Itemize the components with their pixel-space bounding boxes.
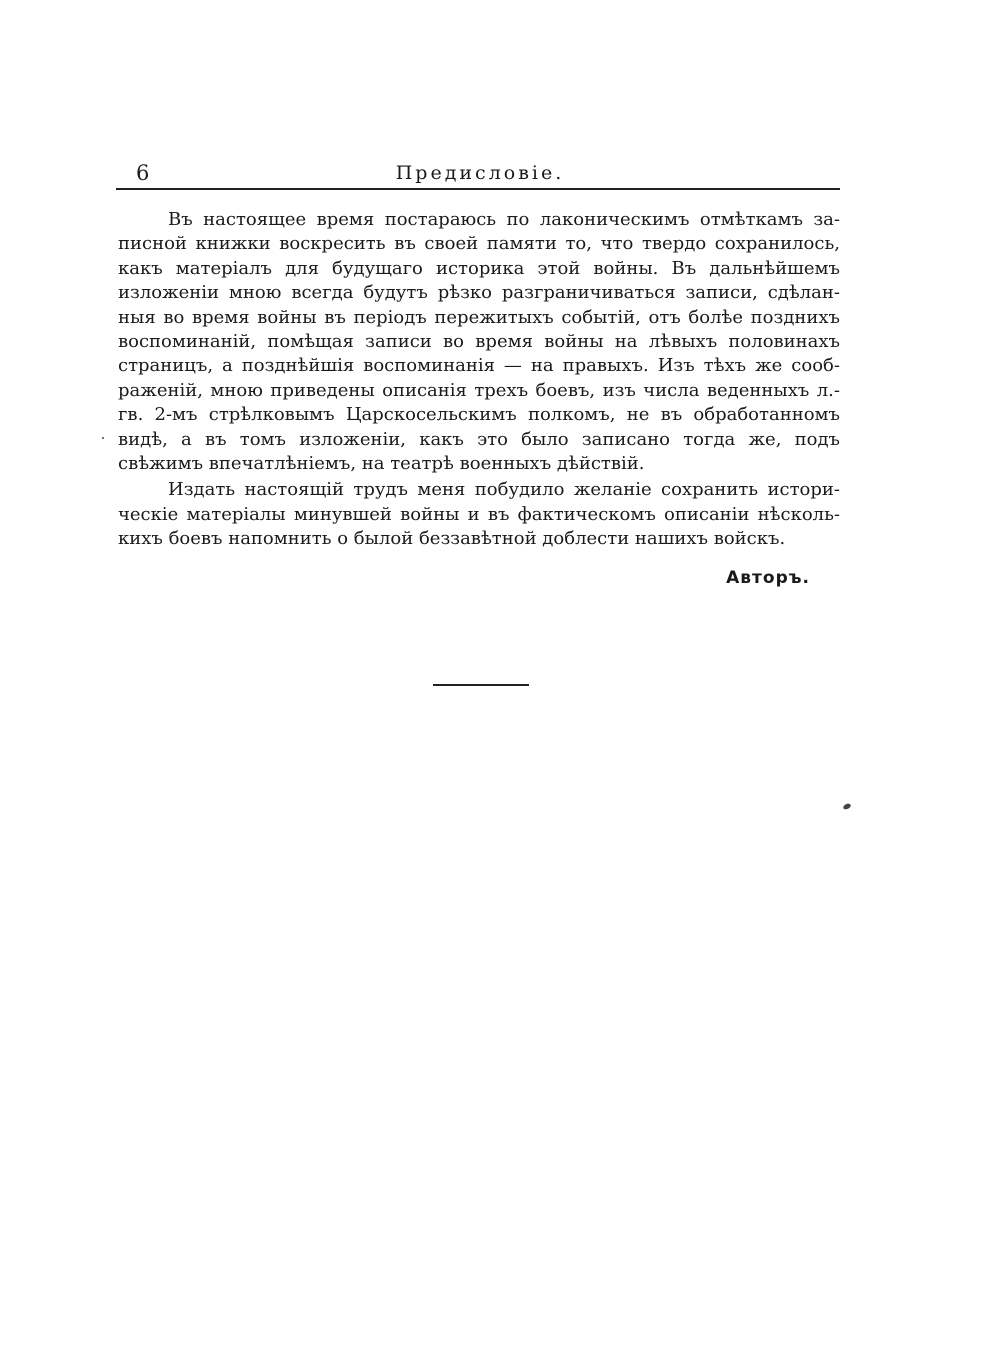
preface-text [118,208,840,552]
ink-speck [102,437,104,439]
header-rule [116,188,840,190]
section-end-rule [433,684,529,686]
ink-speck [842,803,851,811]
page-number: 6 [136,161,150,185]
running-title: Предисловіе. [395,162,565,184]
paragraph-1: Въ настоящее время постараюсь по лаконическимъ отмѣткамъ записной книжки воскресить въ своей памяти то, что твердо сохранилось, какъ матеріалъ для будущаго историка этой войны. Въ дальнѣйшемъ изложеніи мною всегда будутъ рѣзко разграничиваться записи, сдѣланныя во время войны въ періодъ пережитыхъ событій, отъ болѣе позднихъ воспоминаній, помѣщая записи во время войны на лѣвыхъ половинахъ страницъ, а позднѣйшія воспоминанія — на правыхъ. Изъ тѣхъ же соображеній, мною приведены описанія трехъ боевъ, изъ числа веденныхъ л.-гв. 2-мъ стрѣлковымъ Царскосельскимъ полкомъ, не въ обработанномъ видѣ, а въ томъ изложеніи, какъ это было записано тогда же, подъ свѣжимъ впечатлѣніемъ, на театрѣ военныхъ дѣйствій. [118,209,840,475]
author-signature: Авторъ. [726,568,810,588]
paragraph-2: Издать настоящій трудъ меня побудило желаніе сохранить историческіе матеріалы минувшей войны и въ фактическомъ описаніи нѣсколькихъ боевъ напомнить о былой беззавѣтной доблести нашихъ войскъ. [118,479,840,550]
